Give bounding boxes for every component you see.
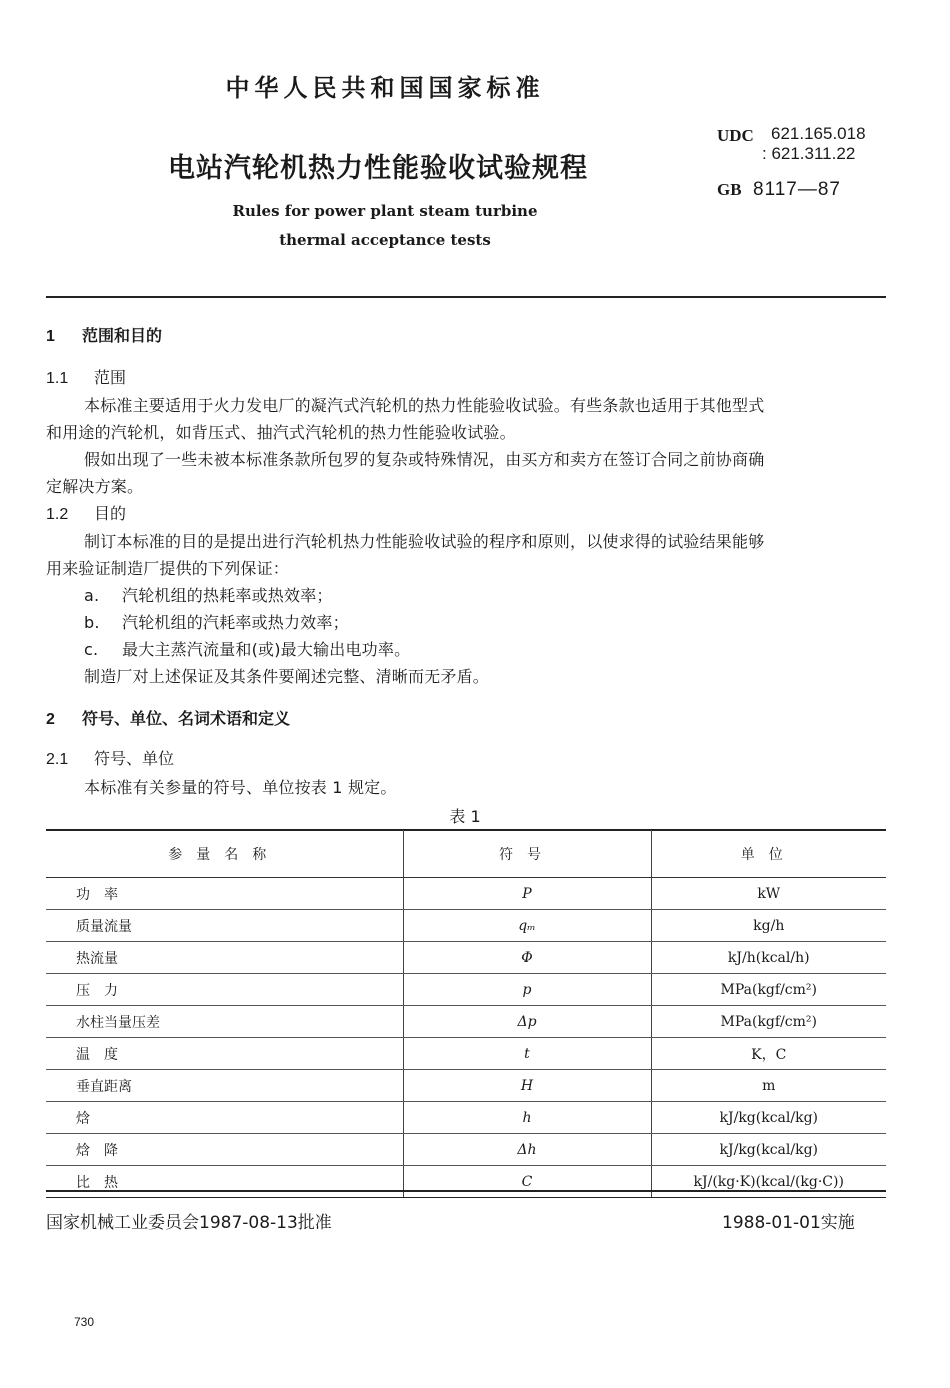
table-row bbox=[46, 1102, 886, 1134]
cell-name: 功 率 bbox=[46, 878, 403, 910]
paragraph-line: 本标准主要适用于火力发电厂的凝汽式汽轮机的热力性能验收试验。有些条款也适用于其他型式 bbox=[84, 396, 765, 415]
cell-symbol: P bbox=[403, 878, 651, 910]
cell-unit: m bbox=[651, 1070, 886, 1102]
section-number: 1 bbox=[46, 328, 55, 345]
section-2-1-heading bbox=[46, 746, 174, 769]
paragraph-line: 和用途的汽轮机，如背压式、抽汽式汽轮机的热力性能验收试验。 bbox=[46, 423, 516, 442]
table-row bbox=[46, 910, 886, 942]
effective-date: 1988-01-01实施 bbox=[722, 1213, 855, 1233]
document-title-en-line2: thermal acceptance tests bbox=[279, 231, 491, 249]
section-title: 范围 bbox=[94, 368, 127, 387]
cell-name: 焓 bbox=[46, 1102, 403, 1134]
paragraph-line: 假如出现了一些未被本标准条款所包罗的复杂或特殊情况，由买方和卖方在签订合同之前协商确 bbox=[84, 450, 765, 469]
section-1-heading bbox=[46, 323, 162, 346]
cell-symbol: H bbox=[403, 1070, 651, 1102]
list-marker: c. bbox=[84, 640, 99, 659]
column-header-unit: 单位 bbox=[651, 830, 886, 878]
column-header-name: 参量名称 bbox=[46, 830, 403, 878]
document-title-en-line1: Rules for power plant steam turbine bbox=[232, 202, 538, 220]
table-row bbox=[46, 942, 886, 974]
list-text: 汽轮机组的热耗率或热效率； bbox=[122, 586, 333, 605]
list-text: 最大主蒸汽流量和(或)最大输出电功率。 bbox=[122, 640, 411, 659]
column-header-symbol: 符号 bbox=[403, 830, 651, 878]
list-item bbox=[84, 583, 333, 606]
cell-unit: kJ/kg(kcal/kg) bbox=[651, 1134, 886, 1166]
standard-org-header: 中华人民共和国国家标准 bbox=[225, 74, 545, 102]
section-title: 目的 bbox=[94, 504, 127, 523]
paragraph-line: 本标准有关参量的符号、单位按表 1 规定。 bbox=[84, 778, 397, 797]
cell-name: 垂直距离 bbox=[46, 1070, 403, 1102]
table-row bbox=[46, 1166, 886, 1198]
cell-symbol: qₘ bbox=[403, 910, 651, 942]
cell-unit: kJ/kg(kcal/kg) bbox=[651, 1102, 886, 1134]
cell-name: 比 热 bbox=[46, 1166, 403, 1198]
cell-name: 质量流量 bbox=[46, 910, 403, 942]
cell-symbol: Δp bbox=[403, 1006, 651, 1038]
cell-name: 热流量 bbox=[46, 942, 403, 974]
paragraph-line: 制造厂对上述保证及其条件要阐述完整、清晰而无矛盾。 bbox=[84, 667, 490, 686]
section-title: 符号、单位 bbox=[94, 749, 175, 768]
list-item bbox=[84, 610, 349, 633]
cell-unit: kJ/(kg·K)(kcal/(kg·C)) bbox=[651, 1166, 886, 1198]
document-title-cn: 电站汽轮机热力性能验收试验规程 bbox=[168, 153, 588, 184]
header-divider bbox=[46, 296, 886, 298]
gb-label: GB bbox=[717, 180, 742, 199]
cell-symbol: t bbox=[403, 1038, 651, 1070]
cell-symbol: h bbox=[403, 1102, 651, 1134]
section-number: 1.2 bbox=[46, 506, 69, 523]
paragraph-line: 用来验证制造厂提供的下列保证： bbox=[46, 559, 290, 578]
table-header-row bbox=[46, 830, 886, 878]
cell-unit: K，C bbox=[651, 1038, 886, 1070]
table-row bbox=[46, 878, 886, 910]
cell-unit: kW bbox=[651, 878, 886, 910]
list-marker: a. bbox=[84, 586, 100, 605]
section-number: 2.1 bbox=[46, 751, 69, 768]
cell-unit: kg/h bbox=[651, 910, 886, 942]
cell-symbol: Φ bbox=[403, 942, 651, 974]
table-title: 表 1 bbox=[449, 807, 481, 826]
table-row bbox=[46, 1006, 886, 1038]
gb-number: 8117—87 bbox=[753, 179, 841, 200]
cell-symbol: p bbox=[403, 974, 651, 1006]
paragraph-line: 定解决方案。 bbox=[46, 477, 144, 496]
section-title: 范围和目的 bbox=[82, 326, 163, 345]
udc-code-line2: : 621.311.22 bbox=[762, 144, 856, 163]
cell-unit: MPa(kgf/cm²) bbox=[651, 1006, 886, 1038]
list-item bbox=[84, 637, 410, 660]
cell-name: 温 度 bbox=[46, 1038, 403, 1070]
table-row bbox=[46, 1070, 886, 1102]
table-row bbox=[46, 1038, 886, 1070]
section-2-heading bbox=[46, 706, 290, 729]
parameter-table bbox=[46, 830, 886, 1198]
cell-unit: MPa(kgf/cm²) bbox=[651, 974, 886, 1006]
cell-symbol: Δh bbox=[403, 1134, 651, 1166]
udc-code-line1: 621.165.018 bbox=[771, 124, 866, 143]
section-1-2-heading bbox=[46, 501, 126, 524]
udc-label: UDC bbox=[717, 126, 754, 145]
section-title: 符号、单位、名词术语和定义 bbox=[82, 709, 291, 728]
cell-symbol: C bbox=[403, 1166, 651, 1198]
section-number: 1.1 bbox=[46, 370, 69, 387]
cell-name: 水柱当量压差 bbox=[46, 1006, 403, 1038]
paragraph-line: 制订本标准的目的是提出进行汽轮机热力性能验收试验的程序和原则，以使求得的试验结果能够 bbox=[84, 532, 765, 551]
list-text: 汽轮机组的汽耗率或热力效率； bbox=[122, 613, 349, 632]
cell-unit: kJ/h(kcal/h) bbox=[651, 942, 886, 974]
table-row bbox=[46, 1134, 886, 1166]
section-1-1-heading bbox=[46, 365, 126, 388]
page-number: 730 bbox=[74, 1315, 95, 1329]
list-marker: b. bbox=[84, 613, 100, 632]
section-number: 2 bbox=[46, 711, 55, 728]
table-row bbox=[46, 974, 886, 1006]
approval-date: 国家机械工业委员会1987-08-13批准 bbox=[46, 1213, 332, 1233]
table-bottom-rule bbox=[46, 1190, 886, 1192]
cell-name: 压 力 bbox=[46, 974, 403, 1006]
cell-name: 焓 降 bbox=[46, 1134, 403, 1166]
